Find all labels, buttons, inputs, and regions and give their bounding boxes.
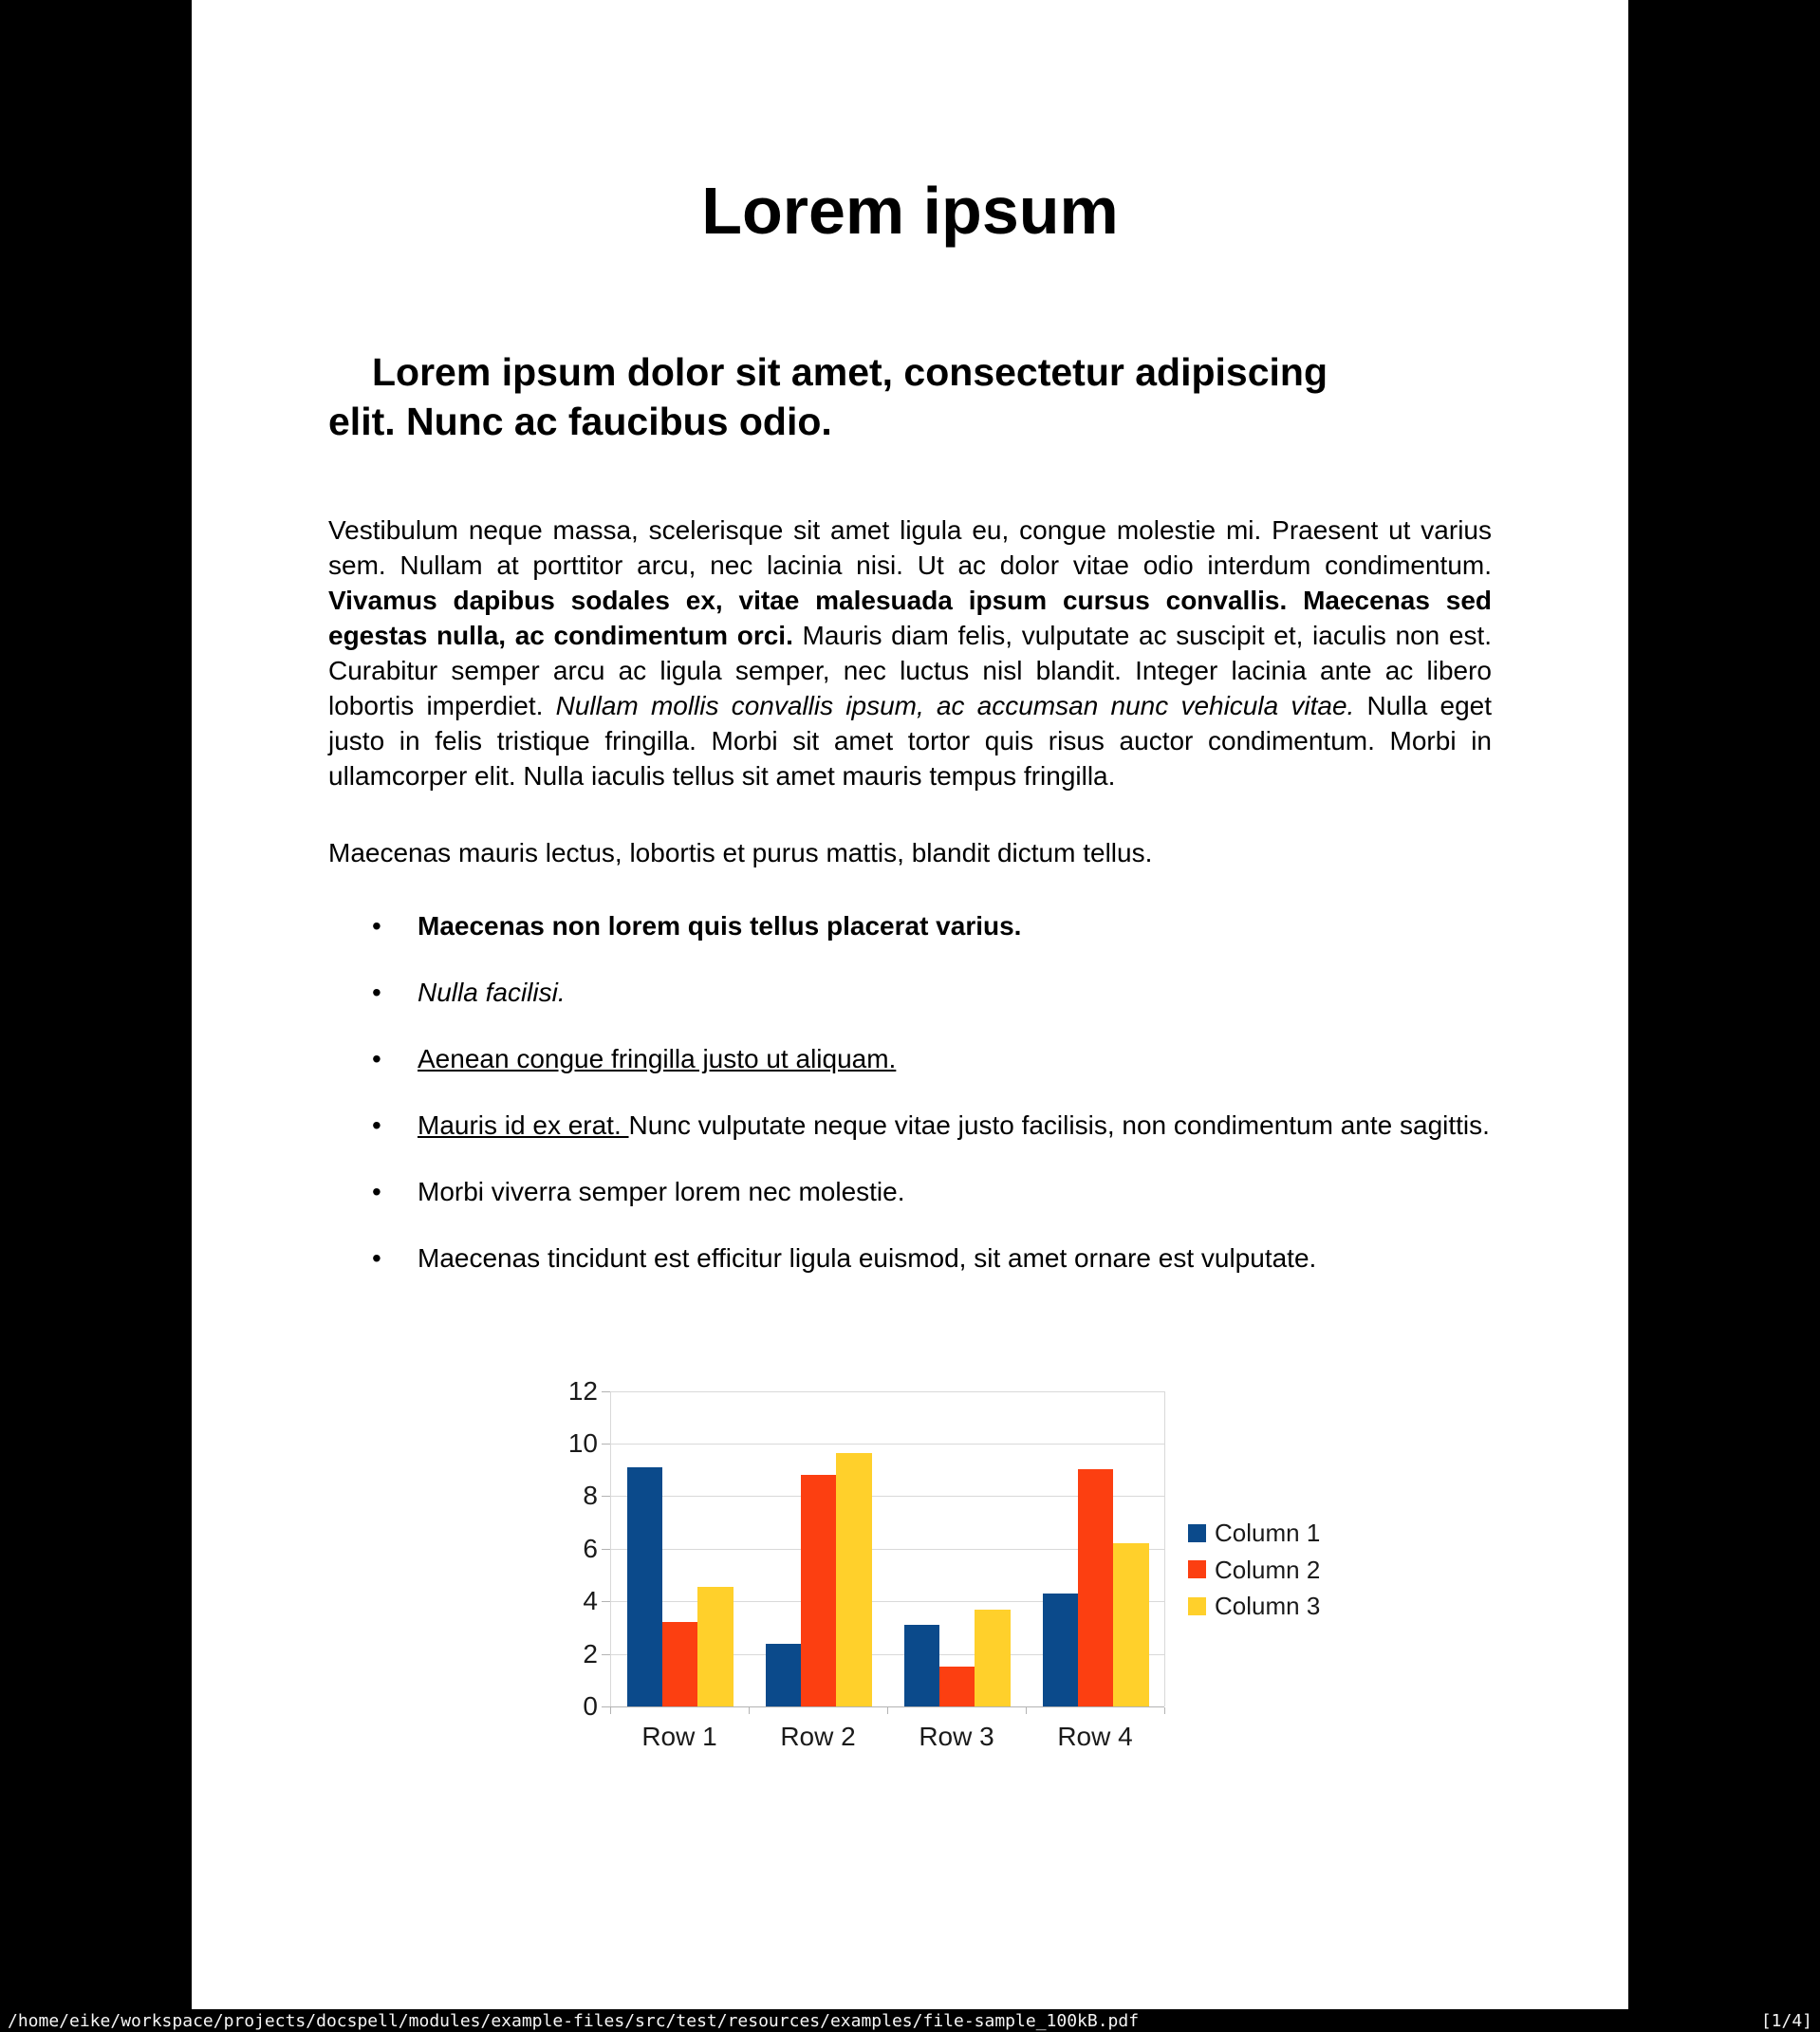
- list-item: [328, 1041, 1492, 1076]
- bullet-icon: •: [372, 1110, 381, 1140]
- list-item: [328, 1240, 1492, 1276]
- bullet-icon: •: [372, 1177, 381, 1206]
- y-axis-tick: [602, 1444, 610, 1445]
- chart-gridline: [610, 1444, 1164, 1445]
- bar-row4-column2: [1078, 1469, 1113, 1706]
- x-axis-label: Row 1: [641, 1722, 717, 1751]
- bar-row2-column3: [836, 1453, 871, 1706]
- bullet-icon: •: [372, 911, 381, 941]
- list-item-text: [418, 1110, 1490, 1140]
- y-axis-tick-label: 2: [583, 1638, 598, 1668]
- list-item-text: [418, 1177, 905, 1206]
- y-axis-tick-label: 8: [583, 1481, 598, 1511]
- list-item: [328, 975, 1492, 1010]
- plot-border-right: [1164, 1391, 1165, 1706]
- legend-swatch: [1188, 1524, 1206, 1542]
- bar-row3-column3: [975, 1610, 1010, 1706]
- document-title: Lorem ipsum: [701, 174, 1119, 248]
- legend-swatch: [1188, 1597, 1206, 1615]
- x-axis-label: Row 3: [919, 1722, 994, 1751]
- y-axis-tick-label: 4: [583, 1586, 598, 1616]
- x-axis-tick: [887, 1707, 888, 1714]
- body-paragraph-1: [328, 513, 1492, 793]
- bar-row1-column2: [662, 1622, 697, 1706]
- list-item-text: [418, 1243, 1316, 1273]
- section-heading-line2: elit. Nunc ac faucibus odio.: [328, 400, 832, 443]
- list-item: [328, 1174, 1492, 1209]
- list-item-text: [418, 1044, 896, 1073]
- plot-border-left: [610, 1391, 611, 1706]
- text-run: Mauris diam felis, vulputate ac suscipit et, iaculis non est. Curabitur semper arcu ac ligula semper, nec luctus nisl blandit. Integer lacinia ante ac libero lobortis imperdiet.: [328, 621, 1493, 720]
- text-run: Nullam mollis convallis ipsum, ac accumsan nunc vehicula vitae.: [555, 691, 1355, 720]
- y-axis-tick-label: 10: [567, 1428, 598, 1458]
- bullet-list: [328, 908, 1492, 1276]
- text-run: Maecenas tincidunt est efficitur ligula euismod, sit amet ornare est vulputate.: [418, 1243, 1317, 1273]
- bar-row1-column1: [627, 1467, 662, 1706]
- list-item: [328, 908, 1492, 943]
- y-axis-tick: [602, 1496, 610, 1497]
- chart-gridline: [610, 1549, 1164, 1550]
- section-heading: [328, 347, 1492, 446]
- y-axis-tick: [602, 1706, 610, 1707]
- page-content: [192, 0, 1628, 1276]
- text-run: Morbi viverra semper lorem nec molestie.: [418, 1177, 905, 1206]
- text-run: Mauris id ex erat.: [418, 1110, 629, 1140]
- list-item-text: [418, 911, 1021, 941]
- text-run: Maecenas non lorem quis tellus placerat varius.: [418, 911, 1022, 941]
- pdf-page: [192, 0, 1628, 2009]
- y-axis-tick: [602, 1391, 610, 1392]
- bar-row2-column2: [801, 1475, 836, 1706]
- bar-row1-column3: [697, 1587, 733, 1706]
- legend-swatch: [1188, 1560, 1206, 1578]
- y-axis-tick-label: 6: [583, 1533, 598, 1563]
- x-axis-label: Row 4: [1057, 1722, 1133, 1751]
- bar-row4-column1: [1043, 1594, 1078, 1706]
- bar-row3-column1: [904, 1625, 939, 1706]
- bar-row2-column1: [766, 1644, 801, 1706]
- y-axis-tick: [602, 1601, 610, 1602]
- text-run: Aenean congue fringilla justo ut aliquam.: [418, 1044, 897, 1073]
- bar-row3-column2: [939, 1667, 975, 1706]
- text-run: Nulla facilisi.: [418, 978, 566, 1007]
- y-axis-tick-label: 0: [583, 1691, 598, 1721]
- text-run: Vivamus dapibus sodales ex, vitae malesuada ipsum cursus convallis. Maecenas sed egestas nulla, ac condimentum orci.: [328, 586, 1492, 650]
- x-axis-tick: [749, 1707, 750, 1714]
- text-run: Nulla eget justo in felis tristique fringilla. Morbi sit amet tortor quis risus auctor condimentum. Morbi in ullamcorper elit. Nulla iaculis tellus sit amet mauris tempus fringilla.: [328, 691, 1492, 791]
- status-file-path: /home/eike/workspace/projects/docspell/modules/example-files/src/test/resources/examples/file-sample_100kB.pdf: [8, 2010, 1140, 2031]
- legend-item: [1188, 1594, 1320, 1618]
- x-axis-label: Row 2: [780, 1722, 856, 1751]
- legend-label: Column 3: [1215, 1592, 1321, 1620]
- body-paragraph-2: Maecenas mauris lectus, lobortis et purus mattis, blandit dictum tellus.: [328, 838, 1153, 867]
- legend-item: [1188, 1520, 1320, 1545]
- bullet-icon: •: [372, 1044, 381, 1073]
- legend-label: Column 1: [1215, 1519, 1321, 1547]
- bullet-icon: •: [372, 1243, 381, 1273]
- chart-gridline: [610, 1654, 1164, 1655]
- text-run: Vestibulum neque massa, scelerisque sit amet ligula eu, congue molestie mi. Praesent ut varius sem. Nullam at porttitor arcu, nec lacinia nisi. Ut ac dolor vitae odio interdum condimentum.: [328, 515, 1492, 580]
- status-page-indicator: [1/4]: [1760, 2010, 1812, 2031]
- list-item-text: [418, 978, 566, 1007]
- legend-item: [1188, 1557, 1320, 1582]
- section-heading-line1: Lorem ipsum dolor sit amet, consectetur adipiscing: [372, 350, 1328, 394]
- y-axis-tick: [602, 1654, 610, 1655]
- y-axis-tick-label: 12: [567, 1375, 598, 1406]
- y-axis-tick: [602, 1549, 610, 1550]
- chart-gridline: [610, 1496, 1164, 1497]
- x-axis-line: [610, 1706, 1164, 1707]
- legend-label: Column 2: [1215, 1555, 1321, 1584]
- bar-row4-column3: [1113, 1543, 1148, 1706]
- bullet-icon: •: [372, 978, 381, 1007]
- x-axis-tick: [1164, 1707, 1165, 1714]
- x-axis-tick: [1026, 1707, 1027, 1714]
- list-item: [328, 1108, 1492, 1143]
- chart-gridline: [610, 1391, 1164, 1392]
- status-bar: [0, 2009, 1820, 2032]
- chart-gridline: [610, 1601, 1164, 1602]
- text-run: Nunc vulputate neque vitae justo facilisis, non condimentum ante sagittis.: [628, 1110, 1490, 1140]
- x-axis-tick: [610, 1707, 611, 1714]
